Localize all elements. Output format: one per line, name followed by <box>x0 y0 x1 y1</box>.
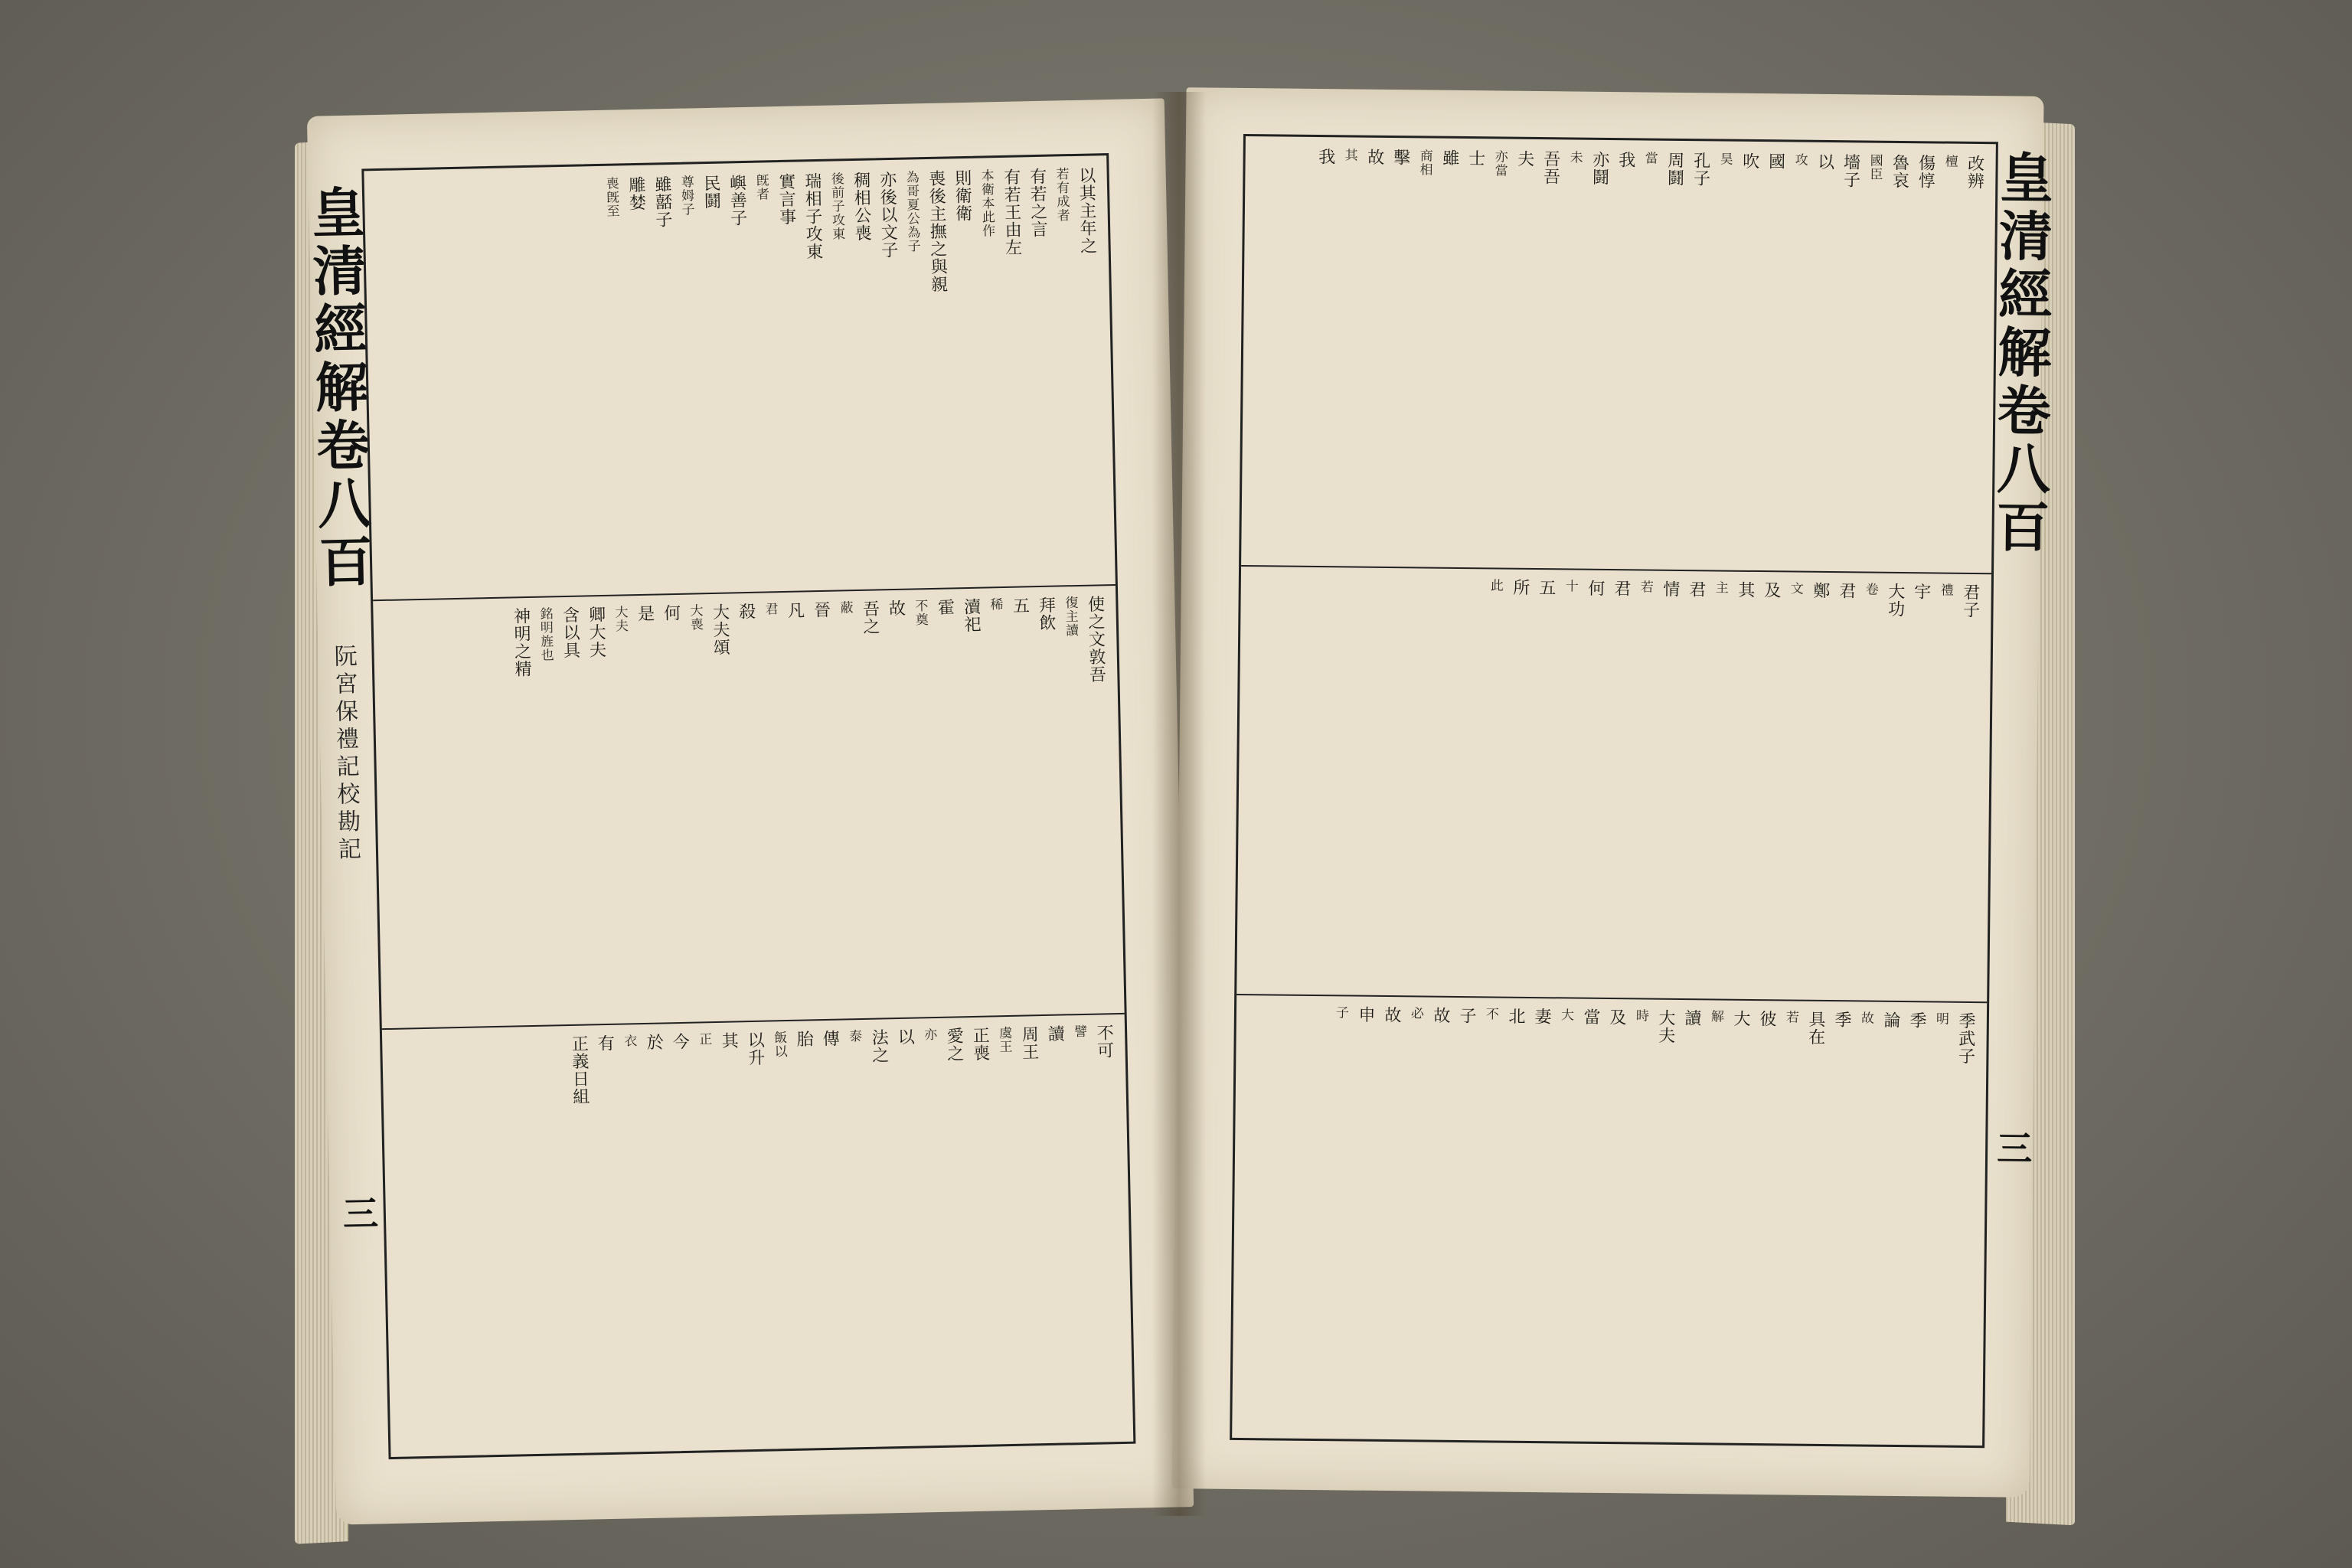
text-column: 我 <box>1315 147 1335 166</box>
text-column: 季 <box>1906 1011 1927 1030</box>
left-text-frame <box>361 153 1135 1459</box>
text-column: 大 <box>1730 1009 1751 1027</box>
text-column: 子 <box>1332 1005 1349 1020</box>
text-column: 及 <box>1761 581 1781 599</box>
text-column: 大夫頌 <box>710 603 730 657</box>
text-column: 大功 <box>1885 582 1905 619</box>
text-column: 季武子 <box>1955 1011 1976 1066</box>
text-column: 愛之 <box>943 1027 964 1063</box>
text-column: 所 <box>1510 578 1530 596</box>
text-column: 則衛衛 <box>952 168 972 223</box>
book-gutter-shadow <box>1152 92 1206 1516</box>
text-column: 雖嚭子 <box>652 175 673 229</box>
right-folio: 三 <box>1991 1129 2034 1165</box>
text-column: 改辨 <box>1965 154 1984 191</box>
text-column: 大 <box>1557 1008 1574 1022</box>
text-column: 衣 <box>621 1034 637 1048</box>
text-column: 十 <box>1562 579 1578 593</box>
text-column: 瑞相子攻東 <box>802 172 823 261</box>
text-column: 必 <box>1407 1006 1424 1021</box>
text-column: 君 <box>1611 580 1631 598</box>
text-column: 卷 <box>1862 582 1878 596</box>
left-margin-title: 皇清經解卷八百 <box>302 184 374 593</box>
text-column: 不可 <box>1093 1024 1114 1060</box>
text-column: 其 <box>1341 148 1357 162</box>
text-column: 擊 <box>1390 148 1410 167</box>
text-column: 論 <box>1880 1011 1901 1030</box>
text-column: 何 <box>661 603 681 622</box>
text-column: 不奠 <box>912 599 928 627</box>
text-column: 解 <box>1707 1009 1724 1024</box>
text-column: 子 <box>1456 1006 1477 1025</box>
text-column: 稠相公喪 <box>851 171 872 243</box>
text-column: 孔子 <box>1690 152 1710 188</box>
text-column: 周王 <box>1018 1025 1039 1061</box>
text-column: 今 <box>670 1032 690 1051</box>
text-column: 殺 <box>736 602 756 621</box>
left-band-middle <box>373 584 1125 1030</box>
text-column: 雕婪 <box>626 175 646 212</box>
text-column: 我 <box>1615 151 1635 169</box>
text-column: 大夫 <box>612 605 629 633</box>
text-column: 若有成者 <box>1053 167 1070 223</box>
text-column: 北 <box>1505 1007 1526 1025</box>
text-column: 銘明旌也 <box>537 606 554 662</box>
text-column: 故 <box>1381 1005 1402 1024</box>
text-column: 吾之 <box>860 599 880 635</box>
right-margin-title: 皇清經解卷八百 <box>1987 149 2055 558</box>
text-column: 神明之精 <box>511 606 532 678</box>
text-column: 亦 <box>920 1027 937 1042</box>
text-column: 正喪 <box>969 1026 990 1063</box>
right-band-middle <box>1236 565 1991 1003</box>
text-column: 申 <box>1355 1005 1376 1024</box>
text-column: 檀 <box>1942 154 1958 168</box>
text-column: 拜飲 <box>1036 596 1057 632</box>
text-column: 攻 <box>1792 152 1808 167</box>
text-column: 實言事 <box>776 172 796 227</box>
text-column: 本衛本此作 <box>978 168 995 238</box>
text-column: 當 <box>1642 151 1658 165</box>
text-column: 晉 <box>811 600 831 619</box>
text-column: 正義日組 <box>569 1034 590 1106</box>
text-column: 大夫 <box>1655 1008 1676 1044</box>
text-column: 時 <box>1632 1008 1649 1023</box>
text-column: 季 <box>1831 1011 1852 1029</box>
text-column: 禮 <box>1937 583 1953 597</box>
text-column: 傷惇 <box>1916 154 1936 190</box>
text-column: 有若王由左 <box>1001 168 1022 256</box>
text-column: 以 <box>1815 152 1834 172</box>
left-folio: 三 <box>337 1194 380 1231</box>
text-column: 五 <box>1010 596 1030 615</box>
text-column: 尊姆子 <box>678 175 694 217</box>
text-column: 明 <box>1932 1011 1949 1026</box>
text-column: 彼 <box>1756 1010 1777 1028</box>
text-column: 其 <box>719 1031 739 1050</box>
text-column: 主 <box>1712 580 1728 595</box>
text-column: 君 <box>762 602 778 616</box>
text-column: 文 <box>1787 581 1803 596</box>
text-column: 妻 <box>1531 1007 1552 1026</box>
text-column: 是 <box>635 604 655 623</box>
text-column: 嶼善子 <box>727 173 747 227</box>
text-column: 讀 <box>1681 1009 1702 1027</box>
text-column: 周鬪 <box>1664 151 1684 187</box>
text-column: 故 <box>1364 148 1384 166</box>
text-column: 讀 <box>1044 1024 1065 1043</box>
text-column: 當 <box>1580 1008 1601 1026</box>
right-page <box>1171 87 2055 1498</box>
text-column: 有若之言 <box>1027 167 1048 239</box>
text-column: 虞王 <box>995 1025 1012 1054</box>
text-column: 君子 <box>1960 583 1980 619</box>
text-column: 含以具 <box>560 606 580 660</box>
text-column: 以 <box>894 1027 915 1047</box>
text-column: 蔽 <box>837 600 853 615</box>
text-column: 昊 <box>1717 152 1733 166</box>
text-column: 凡 <box>785 601 805 619</box>
text-column: 譬 <box>1070 1024 1087 1039</box>
text-column: 稀 <box>987 597 1003 612</box>
text-column: 魯哀 <box>1890 153 1909 190</box>
text-column: 以升 <box>745 1031 765 1067</box>
text-column: 亦後以文子 <box>877 170 898 260</box>
text-column: 大喪 <box>687 603 704 632</box>
text-column: 胎 <box>793 1030 814 1048</box>
text-column: 於 <box>644 1033 664 1051</box>
text-column: 宇 <box>1911 583 1931 601</box>
right-band-top <box>1241 136 1996 574</box>
left-band-top <box>364 155 1116 601</box>
text-column: 亦鬪 <box>1589 150 1609 186</box>
left-band-bottom <box>382 1013 1134 1457</box>
right-text-frame <box>1230 134 1998 1448</box>
text-column: 吾吾 <box>1540 150 1560 186</box>
text-column: 若 <box>1782 1010 1799 1024</box>
text-column: 若 <box>1637 580 1653 594</box>
text-column: 故 <box>1857 1011 1874 1025</box>
text-column: 民鬪 <box>701 174 721 211</box>
text-column: 鄭 <box>1810 581 1830 600</box>
text-column: 故 <box>886 599 906 618</box>
text-column: 具在 <box>1805 1010 1826 1046</box>
text-column: 瀆祀 <box>961 597 982 634</box>
text-column: 正 <box>696 1032 712 1047</box>
text-column: 君 <box>1686 580 1706 599</box>
right-band-bottom <box>1232 994 1987 1430</box>
left-margin-note: 阮宮保禮記校勘記 <box>329 643 361 865</box>
text-column: 夫 <box>1514 149 1534 168</box>
text-column: 喪後主撫之與親 <box>926 169 948 293</box>
text-column: 商相 <box>1416 149 1432 177</box>
text-column: 雖 <box>1439 149 1459 167</box>
text-column: 霍 <box>935 598 955 616</box>
text-column: 其 <box>1735 580 1755 599</box>
text-column: 情 <box>1660 580 1680 598</box>
text-column: 卿大夫 <box>586 605 606 659</box>
text-column: 飯以 <box>771 1031 787 1059</box>
text-column: 後前子攻東 <box>828 172 845 241</box>
text-column: 旣者 <box>753 173 769 201</box>
text-column: 復主讀 <box>1062 595 1079 638</box>
text-column: 亦當 <box>1491 149 1508 178</box>
text-column: 故 <box>1430 1006 1451 1024</box>
text-column: 吹 <box>1740 152 1759 171</box>
text-column: 國臣 <box>1867 153 1883 181</box>
text-column: 何 <box>1585 579 1605 597</box>
text-column: 法之 <box>868 1028 889 1064</box>
text-column: 傳 <box>819 1029 840 1048</box>
text-column: 不 <box>1482 1007 1499 1021</box>
text-column: 墻子 <box>1841 153 1860 189</box>
text-column: 士 <box>1465 149 1485 168</box>
text-column: 以其主年之 <box>1076 166 1097 255</box>
text-column: 為哥夏公為子 <box>903 170 920 253</box>
text-column: 未 <box>1566 150 1583 165</box>
text-column: 喪旣至 <box>603 176 619 218</box>
text-column: 國 <box>1766 152 1785 171</box>
text-column: 使之文敦吾 <box>1085 595 1106 684</box>
left-page <box>302 98 1194 1524</box>
text-column: 君 <box>1836 582 1856 600</box>
text-column: 有 <box>595 1034 615 1053</box>
text-column: 五 <box>1536 579 1556 597</box>
text-column: 及 <box>1606 1008 1627 1027</box>
text-column: 泰 <box>845 1029 862 1044</box>
text-column: 此 <box>1487 578 1503 593</box>
